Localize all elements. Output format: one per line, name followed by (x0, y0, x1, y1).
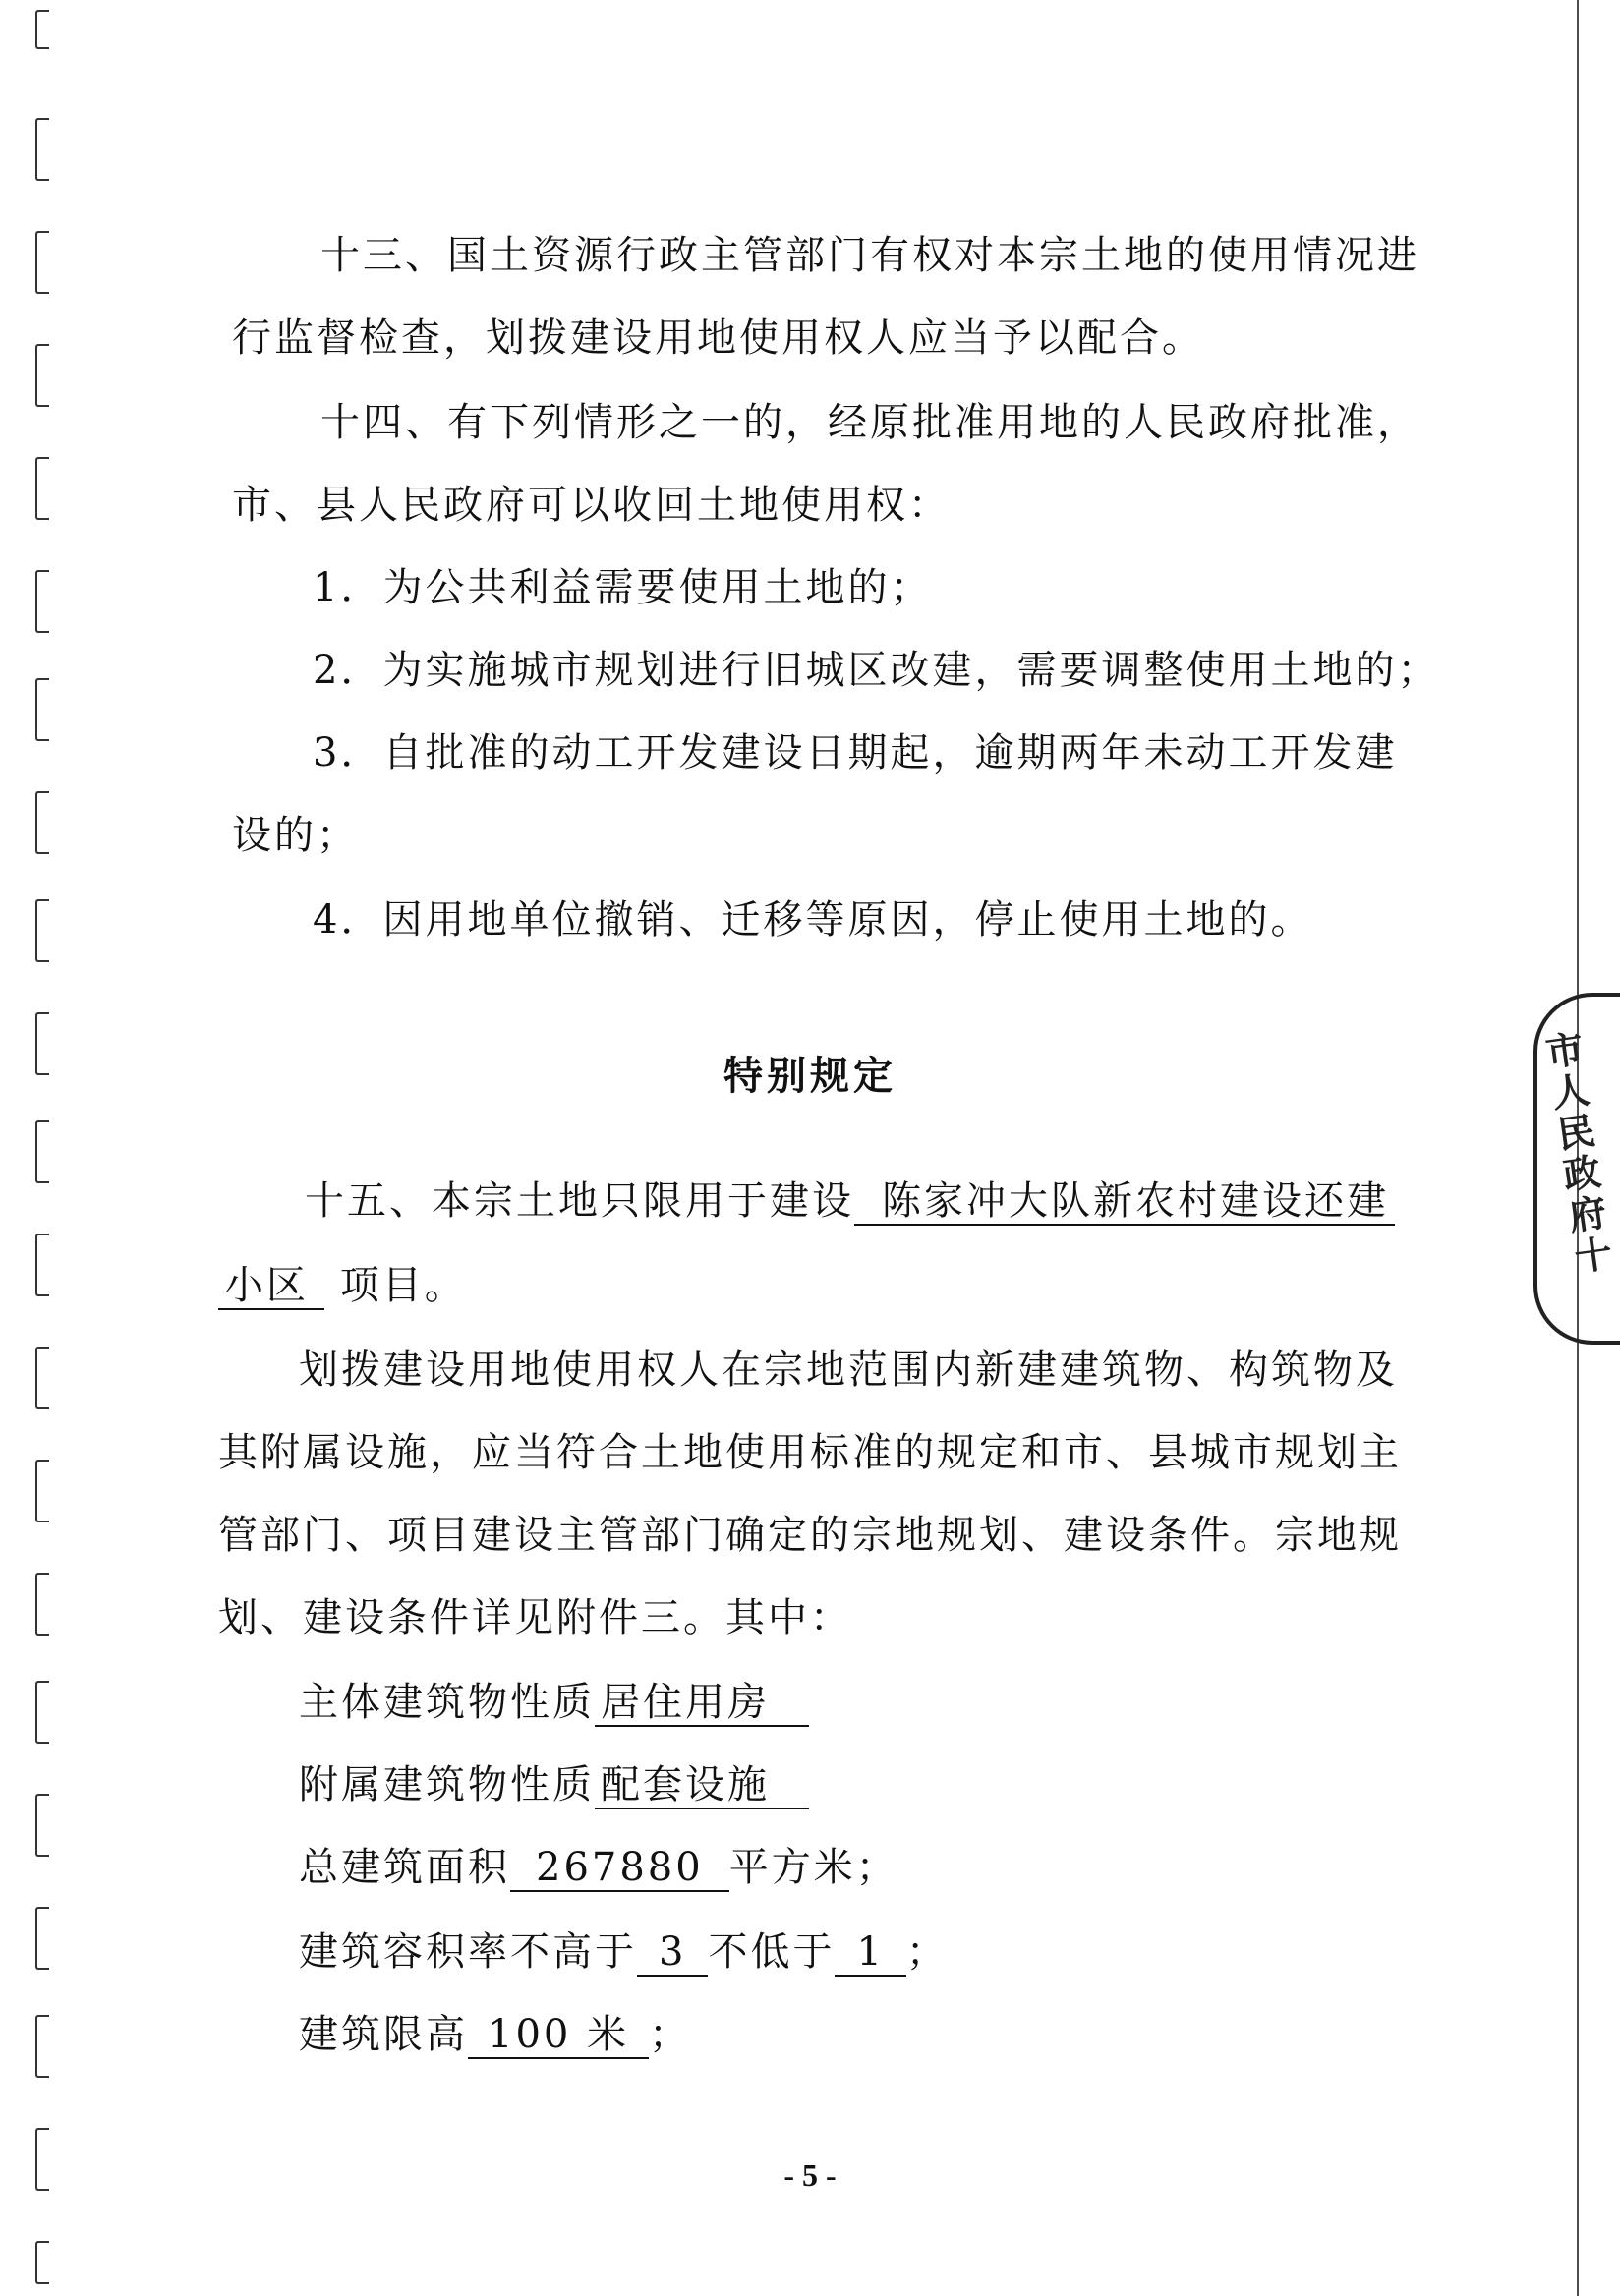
binding-mark (35, 678, 49, 741)
binding-mark (35, 118, 49, 181)
seal-text: 市人民政府十 (1536, 1028, 1615, 1281)
clause-15-line-1 (305, 1176, 1395, 1227)
list-item: 4．因用地单位撤销、迁移等原因，停止使用土地的。 (313, 897, 1313, 943)
auxiliary-building-nature-label: 附属建筑物性质 (299, 1762, 595, 1808)
binding-mark (35, 570, 49, 633)
binding-mark (35, 1120, 49, 1183)
binding-mark (35, 1794, 49, 1857)
far-label: 建筑容积率不高于 (299, 1929, 637, 1975)
total-floor-area-label: 总建筑面积 (299, 1845, 510, 1890)
list-item: 1．为公共利益需要使用土地的； (313, 565, 933, 610)
far-end: ； (905, 1929, 949, 1975)
total-floor-area (299, 1842, 898, 1893)
project-name-part-2: 小区 (218, 1263, 324, 1310)
paragraph-line: 管部门、项目建设主管部门确定的宗地规划、建设条件。宗地规 (218, 1513, 1402, 1558)
binding-mark (35, 1460, 49, 1522)
auxiliary-building-nature-value: 配套设施 (595, 1762, 809, 1809)
list-item-continuation: 设的； (232, 813, 359, 858)
binding-mark (35, 231, 49, 294)
auxiliary-building-nature (299, 1759, 809, 1810)
binding-mark (35, 457, 49, 520)
height-limit-value: 100 米 (468, 2012, 649, 2059)
total-floor-area-unit: 平方米； (728, 1845, 898, 1890)
project-name-part-1: 陈家冲大队新农村建设还建 (854, 1178, 1395, 1226)
binding-marks (28, 0, 67, 2296)
clause-13-line-1: 十三、国土资源行政主管部门有权对本宗土地的使用情况进 (320, 233, 1419, 278)
height-limit-label: 建筑限高 (299, 2012, 468, 2057)
paragraph-line: 划拨建设用地使用权人在宗地范围内新建建筑物、构筑物及 (299, 1348, 1398, 1393)
paragraph-line: 其附属设施，应当符合土地使用标准的规定和市、县城市规划主 (218, 1430, 1402, 1475)
far-max-value: 3 (637, 1929, 708, 1977)
clause-15-suffix: 项目。 (339, 1263, 467, 1308)
page-number: - 5 - (783, 2157, 837, 2193)
main-building-nature-value: 居住用房 (595, 1680, 809, 1727)
binding-mark (35, 1681, 49, 1744)
binding-mark (35, 2015, 49, 2078)
total-floor-area-value: 267880 (510, 1845, 729, 1892)
binding-mark (35, 899, 49, 962)
clause-14-line-2: 市、县人民政府可以收回土地使用权： (232, 483, 951, 528)
binding-mark (35, 1907, 49, 1970)
binding-mark (35, 1573, 49, 1636)
clause-15-prefix: 十五、本宗土地只限用于建设 (305, 1178, 854, 1224)
binding-mark (35, 2241, 49, 2284)
far-mid-label: 不低于 (708, 1929, 836, 1975)
list-item: 2．为实施城市规划进行旧城区改建，需要调整使用土地的； (313, 648, 1440, 693)
binding-mark (35, 1234, 49, 1296)
clause-13-line-2: 行监督检查，划拨建设用地使用权人应当予以配合。 (232, 316, 1204, 361)
far-min-value: 1 (835, 1929, 905, 1977)
main-building-nature (299, 1677, 809, 1728)
binding-mark (35, 344, 49, 407)
height-limit (299, 2009, 691, 2060)
paragraph-line: 划、建设条件详见附件三。其中： (218, 1595, 852, 1640)
list-item: 3．自批准的动工开发建设日期起，逾期两年未动工开发建 (313, 730, 1398, 775)
section-title: 特别规定 (723, 1054, 897, 1099)
binding-mark (35, 10, 49, 49)
floor-area-ratio (299, 1926, 949, 1978)
main-building-nature-label: 主体建筑物性质 (299, 1680, 595, 1725)
binding-mark (35, 791, 49, 854)
clause-14-line-1: 十四、有下列情形之一的，经原批准用地的人民政府批准， (320, 400, 1419, 445)
height-limit-end: ； (649, 2012, 692, 2057)
binding-mark (35, 1347, 49, 1409)
clause-15-line-2 (218, 1260, 467, 1311)
